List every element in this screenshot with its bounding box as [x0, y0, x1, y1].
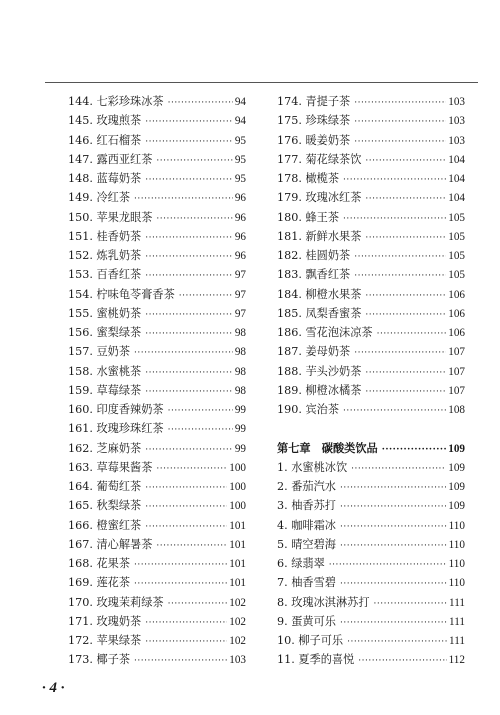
- toc-entry: [277, 304, 465, 323]
- toc-entry-page-number: 105: [448, 230, 465, 243]
- toc-right-group-carbonated: [277, 458, 465, 670]
- toc-entry-title: 182. 桂圆奶茶: [277, 249, 351, 262]
- toc-entry-page-number: 99: [234, 404, 246, 416]
- toc-entry-title: 171. 玫瑰奶茶: [68, 614, 142, 628]
- toc-entry: [277, 400, 465, 419]
- toc-entry: [68, 535, 246, 554]
- toc-entry: [277, 111, 465, 130]
- toc-entry-page-number: 104: [448, 153, 465, 166]
- toc-entry-title: 5. 晴空碧海: [277, 537, 336, 551]
- toc-entry-page-number: 105: [448, 269, 465, 282]
- toc-entry-page-number: 110: [448, 558, 465, 570]
- toc-entry: [277, 246, 465, 265]
- toc-entry: [277, 169, 465, 188]
- toc-entry-title: 168. 花果茶: [68, 557, 131, 570]
- toc-entry-page-number: 102: [229, 635, 246, 647]
- toc-entry: [68, 304, 246, 323]
- toc-entry-title: 178. 橄榄茶: [277, 172, 340, 185]
- toc-entry: [277, 496, 465, 515]
- toc-entry: [277, 323, 465, 342]
- toc-entry: [68, 227, 246, 246]
- toc-entry-page-number: 95: [234, 153, 246, 166]
- toc-entry-page-number: 106: [448, 307, 465, 320]
- toc-entry-title: 162. 芝麻奶茶: [68, 441, 142, 455]
- toc-entry-page-number: 99: [234, 423, 246, 436]
- toc-entry-title: 163. 草莓果酱茶: [68, 460, 153, 474]
- page-folio: · 4 ·: [42, 680, 65, 696]
- toc-entry-title: 181. 新鲜水果茶: [277, 229, 362, 243]
- toc-entry-page-number: 102: [229, 615, 246, 628]
- toc-entry-page-number: 94: [234, 96, 246, 108]
- toc-entry-title: 164. 葡萄红茶: [68, 480, 142, 493]
- toc-entry-page-number: 101: [229, 519, 246, 532]
- toc-entry-title: 4. 咖啡霜冰: [277, 518, 336, 532]
- toc-entry-title: 160. 印度香辣奶茶: [68, 403, 164, 416]
- toc-entry: [277, 150, 465, 169]
- toc-entry: [68, 650, 246, 669]
- toc-entry-page-number: 106: [448, 288, 465, 301]
- toc-entry-page-number: 96: [234, 250, 246, 262]
- toc-entry-page-number: 104: [448, 192, 465, 205]
- toc-entry: [277, 131, 465, 150]
- toc-entry: [68, 188, 246, 207]
- toc-entry-page-number: 99: [234, 442, 246, 455]
- toc-entry: [68, 323, 246, 342]
- toc-entry-title: 151. 桂香奶茶: [68, 229, 142, 243]
- toc-entry-page-number: 109: [448, 481, 465, 493]
- toc-entry-page-number: 97: [234, 288, 246, 301]
- toc-entry-title: 144. 七彩珍珠冰茶: [68, 95, 164, 108]
- toc-entry-title: 9. 蛋黄可乐: [277, 614, 336, 628]
- toc-entry-page-number: 111: [449, 615, 465, 628]
- toc-entry-title: 158. 水蜜桃茶: [68, 364, 142, 378]
- toc-entry-title: 154. 柠味龟苓膏香茶: [68, 287, 175, 301]
- leader-dots: [134, 652, 227, 671]
- toc-entry-page-number: 103: [448, 115, 465, 128]
- toc-entry-page-number: 101: [229, 538, 246, 551]
- toc-entry-title: 10. 柳子可乐: [277, 634, 344, 647]
- top-rule: [45, 82, 478, 83]
- toc-entry-page-number: 94: [234, 115, 246, 128]
- toc-entry-title: 11. 夏季的喜悦: [277, 653, 355, 667]
- toc-entry: [277, 381, 465, 400]
- toc-entry-title: 3. 柚香苏打: [277, 499, 336, 513]
- toc-left-column: [68, 92, 246, 670]
- toc-entry-title: 187. 姜母奶茶: [277, 345, 351, 359]
- toc-entry-page-number: 98: [234, 384, 246, 397]
- toc-entry: [68, 516, 246, 535]
- toc-entry-page-number: 111: [449, 635, 465, 647]
- chapter-heading: [277, 439, 465, 458]
- toc-entry: [68, 169, 246, 188]
- toc-entry-page-number: 110: [448, 538, 465, 551]
- toc-entry-page-number: 101: [229, 577, 246, 590]
- toc-entry: [277, 650, 465, 669]
- toc-entry-page-number: 104: [448, 173, 465, 185]
- toc-entry: [68, 342, 246, 361]
- toc-entry: [277, 208, 465, 227]
- toc-entry: [68, 400, 246, 419]
- toc-entry-title: 152. 炼乳奶茶: [68, 249, 142, 262]
- toc-entry-page-number: 100: [229, 461, 246, 474]
- toc-entry: [277, 612, 465, 631]
- toc-entry-page-number: 98: [234, 346, 246, 359]
- toc-entry-title: 148. 蓝莓奶茶: [68, 172, 142, 185]
- toc-entry: [68, 593, 246, 612]
- toc-entry-title: 166. 橙蜜红茶: [68, 518, 142, 532]
- toc-entry: [68, 150, 246, 169]
- toc-entry: [68, 496, 246, 515]
- toc-entry: [68, 381, 246, 400]
- toc-entry-page-number: 98: [234, 327, 246, 339]
- toc-entry: [277, 631, 465, 650]
- leader-dots: [343, 402, 446, 421]
- toc-entry-page-number: 100: [229, 500, 246, 513]
- toc-entry-title: 159. 草莓绿茶: [68, 383, 142, 397]
- toc-entry-title: 169. 莲花茶: [68, 576, 131, 590]
- toc-entry-page-number: 103: [448, 96, 465, 108]
- toc-entry: [68, 285, 246, 304]
- toc-entry-page-number: 97: [234, 307, 246, 320]
- toc-entry: [68, 265, 246, 284]
- toc-entry-title: 183. 飘香红茶: [277, 268, 351, 282]
- toc-entry-title: 188. 芋头沙奶茶: [277, 364, 362, 378]
- toc-entry-title: 189. 柳橙冰橘茶: [277, 383, 362, 397]
- toc-entry-page-number: 95: [234, 173, 246, 185]
- toc-entry-title: 190. 宾治茶: [277, 403, 340, 416]
- toc-entry: [68, 246, 246, 265]
- toc-entry: [68, 419, 246, 438]
- toc-entry-page-number: 111: [449, 596, 465, 609]
- section-spacer: [277, 419, 465, 438]
- toc-entry: [277, 516, 465, 535]
- toc-entry-title: 155. 蜜桃奶茶: [68, 306, 142, 320]
- toc-entry: [277, 342, 465, 361]
- toc-entry-title: 167. 清心解暑茶: [68, 537, 153, 551]
- toc-entry-title: 149. 冷红茶: [68, 191, 131, 205]
- toc-entry-title: 165. 秋梨绿茶: [68, 499, 142, 513]
- toc-entry: [277, 554, 465, 573]
- toc-entry-title: 7. 柚香雪碧: [277, 576, 336, 590]
- toc-entry-title: 180. 蜂王茶: [277, 210, 340, 224]
- toc-entry-title: 153. 百香红茶: [68, 268, 142, 282]
- toc-entry-title: 176. 暖姜奶茶: [277, 133, 351, 147]
- toc-entry: [277, 593, 465, 612]
- toc-entry: [68, 208, 246, 227]
- toc-entry-page-number: 102: [229, 596, 246, 609]
- toc-entry-page-number: 103: [448, 134, 465, 147]
- toc-entry-title: 161. 玫瑰珍珠红茶: [68, 422, 164, 436]
- toc-entry: [277, 477, 465, 496]
- toc-entry: [277, 458, 465, 477]
- toc-entry-title: 173. 椰子茶: [68, 653, 131, 667]
- toc-entry-page-number: 105: [448, 211, 465, 224]
- toc-entry: [277, 362, 465, 381]
- toc-entry-page-number: 96: [234, 192, 246, 205]
- toc-entry: [68, 631, 246, 650]
- toc-entry-title: 157. 豆奶茶: [68, 345, 131, 359]
- toc-entry: [68, 439, 246, 458]
- toc-entry-page-number: 107: [448, 346, 465, 359]
- toc-entry: [277, 573, 465, 592]
- toc-entry-page-number: 109: [448, 500, 465, 513]
- toc-entry-page-number: 107: [448, 384, 465, 397]
- toc-entry: [277, 227, 465, 246]
- toc-entry: [68, 612, 246, 631]
- toc-entry: [68, 92, 246, 111]
- toc-entry-page-number: 96: [234, 211, 246, 224]
- toc-entry-title: 172. 苹果绿茶: [68, 634, 142, 647]
- toc-entry-title: 186. 雪花泡沫凉茶: [277, 326, 373, 339]
- toc-entry-title: 179. 玫瑰冰红茶: [277, 191, 362, 205]
- toc-entry-page-number: 112: [448, 654, 465, 667]
- toc-entry-page-number: 97: [234, 269, 246, 282]
- toc-entry: [68, 362, 246, 381]
- toc-entry-page-number: 109: [448, 461, 465, 474]
- toc-entry-page-number: 101: [229, 558, 246, 570]
- toc-entry: [277, 92, 465, 111]
- toc-entry: [68, 131, 246, 150]
- toc-entry: [68, 554, 246, 573]
- toc-entry: [68, 458, 246, 477]
- chapter-title: 第七章 碳酸类饮品: [277, 441, 378, 455]
- toc-entry-page-number: 100: [229, 481, 246, 493]
- toc-entry: [277, 285, 465, 304]
- toc-entry-page-number: 107: [448, 365, 465, 378]
- toc-entry: [68, 111, 246, 130]
- toc-entry-title: 170. 玫瑰茉莉绿茶: [68, 595, 164, 609]
- toc-entry-page-number: 108: [448, 404, 465, 416]
- chapter-page-number: 109: [448, 442, 465, 455]
- toc-entry-title: 145. 玫瑰煎茶: [68, 114, 142, 128]
- toc-entry-page-number: 103: [229, 654, 246, 667]
- toc-entry-page-number: 110: [448, 519, 465, 532]
- toc-entry-page-number: 106: [448, 327, 465, 339]
- toc-entry-title: 6. 绿翡翠: [277, 557, 325, 570]
- toc-entry-title: 177. 菊花绿茶饮: [277, 152, 362, 166]
- toc-entry-page-number: 95: [234, 134, 246, 147]
- leader-dots: [358, 652, 446, 671]
- toc-entry: [277, 535, 465, 554]
- toc-entry-title: 185. 凤梨香蜜茶: [277, 306, 362, 320]
- toc-entry: [277, 188, 465, 207]
- toc-entry: [68, 477, 246, 496]
- toc-entry-title: 146. 红石榴茶: [68, 133, 142, 147]
- toc-right-group-tea: [277, 92, 465, 419]
- toc-entry-page-number: 105: [448, 250, 465, 262]
- toc-entry-title: 175. 珍珠绿茶: [277, 114, 351, 128]
- toc-entry-title: 174. 青提子茶: [277, 95, 351, 108]
- toc-entry-title: 1. 水蜜桃冰饮: [277, 460, 348, 474]
- toc-right-column: [277, 92, 465, 670]
- toc-entry-page-number: 96: [234, 230, 246, 243]
- toc-entry-title: 156. 蜜梨绿茶: [68, 326, 142, 339]
- toc-entry-title: 147. 露西亚红茶: [68, 152, 153, 166]
- toc-entry: [68, 573, 246, 592]
- toc-entry-title: 8. 玫瑰冰淇淋苏打: [277, 595, 370, 609]
- toc-entry: [277, 265, 465, 284]
- toc-entry-page-number: 98: [234, 365, 246, 378]
- toc-entry-title: 150. 苹果龙眼茶: [68, 210, 153, 224]
- toc-entry-title: 2. 番茄汽水: [277, 480, 336, 493]
- toc-entry-page-number: 110: [448, 577, 465, 590]
- toc-entry-title: 184. 柳橙水果茶: [277, 287, 362, 301]
